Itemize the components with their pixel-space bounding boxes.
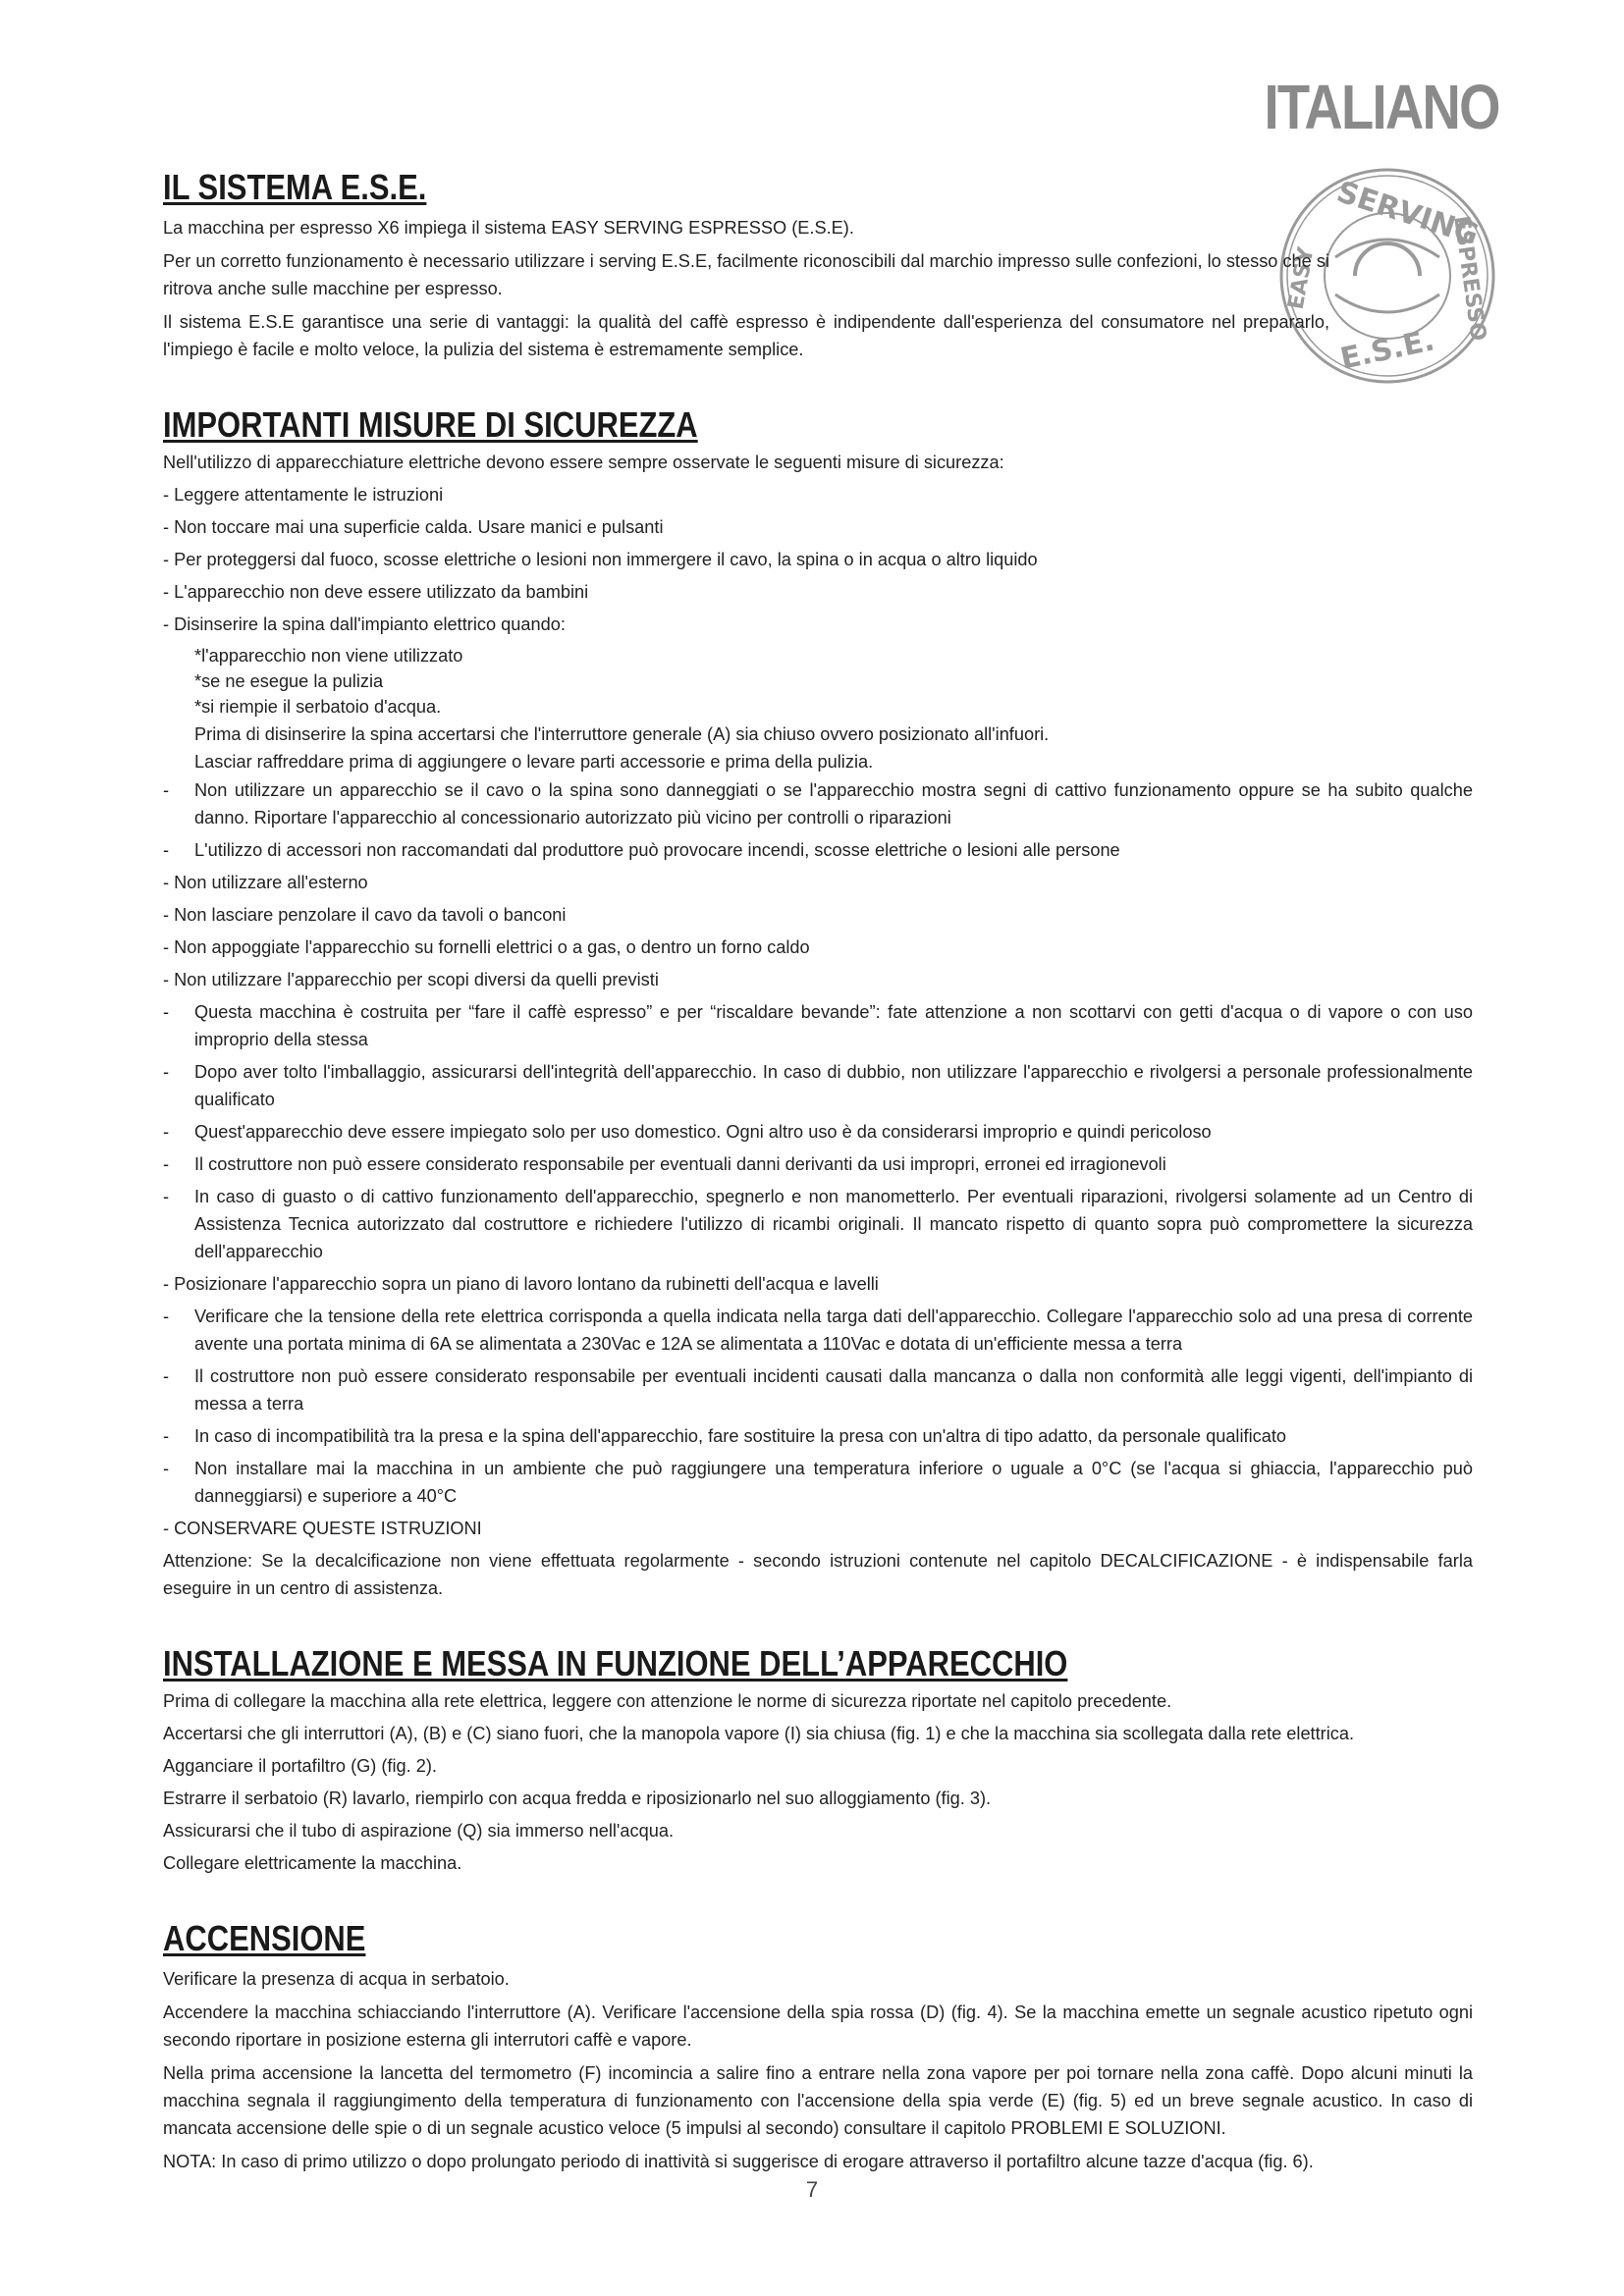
install-paragraph: Assicurarsi che il tubo di aspirazione (Q) sia immerso nell'acqua. [163, 1821, 675, 1841]
safety-item: - Non utilizzare all'esterno [163, 873, 368, 892]
safety-attention: Attenzione: Se la decalcificazione non viene effettuata regolarmente - secondo istruzioni contenute nel capitolo DECALCIFICAZIONE - è indispensabile farla eseguire in un centro di assistenza. [163, 1551, 1473, 1598]
bullet-dash-icon: - [163, 1459, 170, 1478]
safety-bullet [163, 836, 1473, 864]
power-paragraph: NOTA: In caso di primo utilizzo o dopo prolungato periodo di inattività si suggerisce di erogare attraverso il portafiltro alcune tazze d'acqua (fig. 6). [163, 2152, 1314, 2171]
section-safety [163, 402, 1473, 1602]
logo-center-text: E.S.E. [1337, 323, 1438, 377]
section-title-install: INSTALLAZIONE E MESSA IN FUNZIONE DELL’APPARECCHIO [163, 1643, 1068, 1683]
safety-item: - Non toccare mai una superficie calda. Usare manici e pulsanti [163, 517, 664, 537]
safety-bullet [163, 1303, 1473, 1358]
bullet-dash-icon: - [163, 1002, 170, 1022]
install-paragraph: Agganciare il portafiltro (G) (fig. 2). [163, 1756, 437, 1776]
bullet-text: Non utilizzare un apparecchio se il cavo o la spina sono danneggiati o se l'apparecchio mostra segni di cattivo funzionamento oppure se ha subito qualche danno. Riportare l'apparecchio al concessionario autorizzato più vicino per controlli o riparazioni [194, 780, 1473, 828]
safety-item: - Disinserire la spina dall'impianto elettrico quando: [163, 614, 566, 634]
section-install [163, 1641, 1473, 1877]
bullet-dash-icon: - [163, 1122, 170, 1142]
safety-bullet [163, 1150, 1473, 1178]
page-content [163, 165, 1473, 2215]
bullet-dash-icon: - [163, 1154, 170, 1174]
bullet-text: Il costruttore non può essere considerato responsabile per eventuali incidenti causati dalla mancanza o dalla non conformità alle leggi vigenti, dell'impianto di messa a terra [194, 1366, 1473, 1414]
section-title-ese: IL SISTEMA E.S.E. [163, 167, 427, 207]
bullet-dash-icon: - [163, 1426, 170, 1446]
ese-paragraph: Il sistema E.S.E garantisce una serie di vantaggi: la qualità del caffè espresso è indipendente dall'esperienza del consumatore nel prepararlo, l'impiego è facile e molto veloce, la pulizia del sistema è estremamente semplice. [163, 312, 1329, 359]
bullet-dash-icon: - [163, 1187, 170, 1206]
bullet-text: Dopo aver tolto l'imballaggio, assicurarsi dell'integrità dell'apparecchio. In caso di dubbio, non utilizzare l'apparecchio e rivolgersi a personale professionalmente qualificato [194, 1062, 1473, 1109]
safety-item: - Non utilizzare l'apparecchio per scopi diversi da quelli previsti [163, 970, 659, 989]
safety-note: Lasciar raffreddare prima di aggiungere o levare parti accessorie e prima della pulizia. [194, 752, 874, 772]
logo-ring-text-top: SERVING [1332, 175, 1483, 253]
safety-bullet [163, 1455, 1473, 1510]
bullet-text: In caso di guasto o di cattivo funzionamento dell'apparecchio, spegnerlo e non manometterlo. Per eventuali riparazioni, rivolgersi solamente ad un Centro di Assistenza Tecnica autorizzato dal costruttore e richiedere l'utilizzo di ricambi originali. Il mancato rispetto di quanto sopra può compromettere la sicurezza dell'apparecchio [194, 1187, 1473, 1261]
section-ese [163, 165, 1473, 363]
safety-bullet [163, 998, 1473, 1053]
power-paragraph: Nella prima accensione la lancetta del termometro (F) incomincia a salire fino a entrare nella zona vapore per poi tornare nella zona caffè. Dopo alcuni minuti la macchina segnala il raggiungimento della temperatura di funzionamento con l'accensione della spia verde (E) (fig. 5) ed un breve segnale acustico. In caso di mancata accensione delle spie o di un segnale acustico veloce (5 impulsi al secondo) consultare il capitolo PROBLEMI E SOLUZIONI. [163, 2063, 1473, 2138]
bullet-dash-icon: - [163, 1366, 170, 1386]
bullet-dash-icon: - [163, 780, 170, 800]
power-paragraph: Verificare la presenza di acqua in serbatoio. [163, 1969, 510, 1989]
ese-paragraph: La macchina per espresso X6 impiega il sistema EASY SERVING ESPRESSO (E.S.E). [163, 218, 854, 238]
bullet-dash-icon: - [163, 1307, 170, 1326]
install-paragraph: Accertarsi che gli interruttori (A), (B) e (C) siano fuori, che la manopola vapore (I) sia chiusa (fig. 1) e che la macchina sia scollegata dalla rete elettrica. [163, 1724, 1355, 1743]
logo-ring-text-right: ESPRESSO [1448, 214, 1490, 343]
safety-bullet [163, 1183, 1473, 1265]
ese-paragraph: Per un corretto funzionamento è necessario utilizzare i serving E.S.E, facilmente riconoscibili dal marchio impresso sulle confezioni, lo stesso che si ritrova anche sulle macchine per espresso. [163, 251, 1329, 298]
page-number: 7 [805, 2177, 819, 2202]
safety-intro: Nell'utilizzo di apparecchiature elettriche devono essere sempre osservate le seguenti misure di sicurezza: [163, 453, 1004, 472]
bullet-dash-icon: - [163, 840, 170, 860]
bullet-text: Quest'apparecchio deve essere impiegato solo per uso domestico. Ogni altro uso è da considerarsi improprio e quindi pericoloso [194, 1122, 1212, 1142]
section-title-power: ACCENSIONE [163, 1918, 366, 1958]
bullet-text: Questa macchina è costruita per “fare il caffè espresso” e per “riscaldare bevande”: fate attenzione a non scottarvi con getti d'acqua o di vapore o con uso improprio della stessa [194, 1002, 1473, 1049]
safety-bullet [163, 1362, 1473, 1417]
safety-subitem: *se ne esegue la pulizia [194, 671, 384, 691]
install-paragraph: Prima di collegare la macchina alla rete elettrica, leggere con attenzione le norme di sicurezza riportate nel capitolo precedente. [163, 1691, 1172, 1711]
bullet-text: Verificare che la tensione della rete elettrica corrisponda a quella indicata nella targa dati dell'apparecchio. Collegare l'apparecchio solo ad una presa di corrente avente una portata minima di 6A se alimentata a 230Vac e 12A se alimentata a 110Vac e dotata di un'efficiente messa a terra [194, 1307, 1473, 1354]
power-paragraph: Accendere la macchina schiacciando l'interruttore (A). Verificare l'accensione della spia rossa (D) (fig. 4). Se la macchina emette un segnale acustico ripetuto ogni secondo riportare in posizione esterna gli interrutori caffè e vapore. [163, 2002, 1473, 2050]
safety-subitem: *si riempie il serbatoio d'acqua. [194, 697, 442, 717]
bullet-text: L'utilizzo di accessori non raccomandati dal produttore può provocare incendi, scosse elettriche o lesioni alle persone [194, 840, 1120, 860]
safety-item: - Posizionare l'apparecchio sopra un piano di lavoro lontano da rubinetti dell'acqua e lavelli [163, 1274, 879, 1294]
bullet-text: In caso di incompatibilità tra la presa e la spina dell'apparecchio, fare sostituire la presa con un'altra di tipo adatto, da personale qualificato [194, 1426, 1286, 1446]
safety-item: - L'apparecchio non deve essere utilizzato da bambini [163, 582, 589, 602]
safety-bullet [163, 1058, 1473, 1113]
safety-bullet [163, 1118, 1473, 1146]
bullet-text: Non installare mai la macchina in un ambiente che può raggiungere una temperatura inferiore o uguale a 0°C (se l'acqua si ghiaccia, l'apparecchio può danneggiarsi) e superiore a 40°C [194, 1459, 1473, 1506]
section-power [163, 1916, 1473, 2175]
install-paragraph: Estrarre il serbatoio (R) lavarlo, riempirlo con acqua fredda e riposizionarlo nel suo alloggiamento (fig. 3). [163, 1789, 992, 1808]
safety-item: - Leggere attentamente le istruzioni [163, 485, 444, 505]
safety-note: Prima di disinserire la spina accertarsi che l'interruttore generale (A) sia chiuso ovvero posizionato all'infuori. [194, 724, 1050, 744]
install-paragraph: Collegare elettricamente la macchina. [163, 1853, 462, 1873]
safety-item: - CONSERVARE QUESTE ISTRUZIONI [163, 1519, 482, 1538]
safety-bullet [163, 776, 1473, 831]
section-title-safety: IMPORTANTI MISURE DI SICUREZZA [163, 404, 698, 445]
safety-subitem: *l'apparecchio non viene utilizzato [194, 646, 463, 666]
safety-bullet [163, 1422, 1473, 1450]
bullet-dash-icon: - [163, 1062, 170, 1082]
logo-ring-text-left: EASY [1283, 244, 1320, 312]
safety-item: - Non appoggiate l'apparecchio su fornelli elettrici o a gas, o dentro un forno caldo [163, 937, 810, 957]
page-language-header: ITALIANO [1264, 72, 1499, 142]
safety-item: - Per proteggersi dal fuoco, scosse elettriche o lesioni non immergere il cavo, la spina o in acqua o altro liquido [163, 550, 1038, 569]
safety-item: - Non lasciare penzolare il cavo da tavoli o banconi [163, 905, 567, 925]
bullet-text: Il costruttore non può essere considerato responsabile per eventuali danni derivanti da usi impropri, erronei ed irragionevoli [194, 1154, 1166, 1174]
